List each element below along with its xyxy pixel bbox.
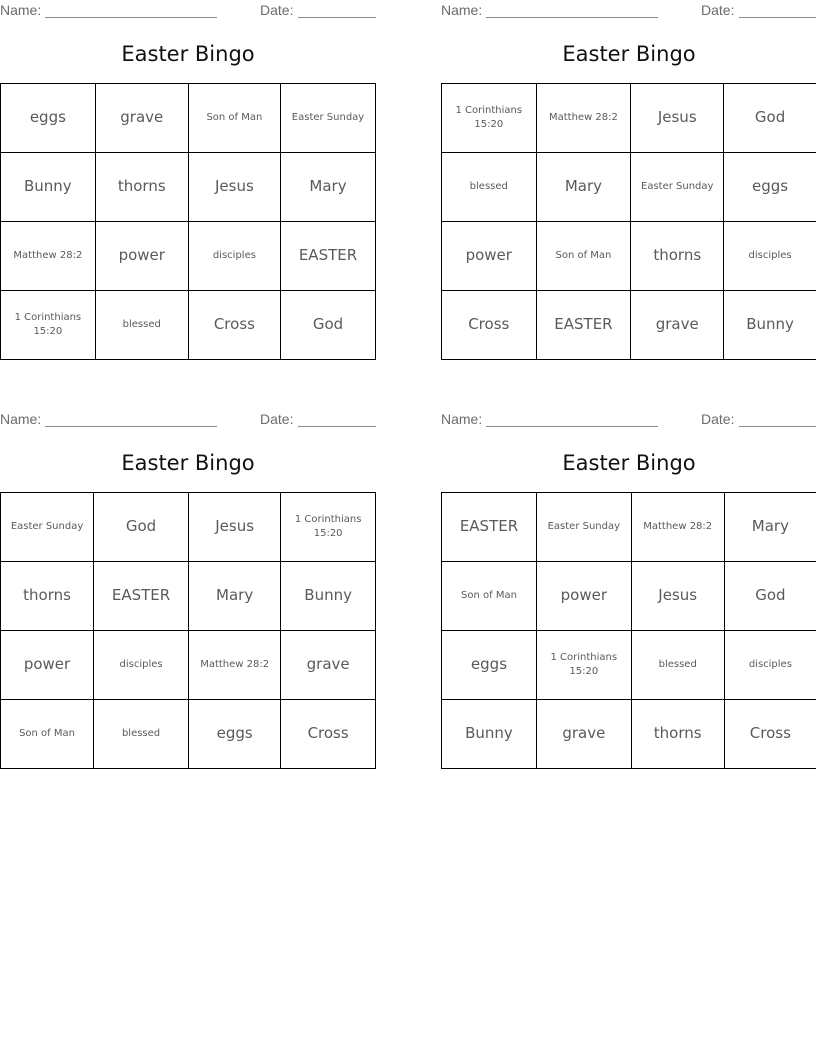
name-date-line	[0, 409, 376, 429]
bingo-cell[interactable]: Mary	[281, 153, 376, 222]
bingo-row	[1, 84, 376, 153]
bingo-row	[1, 700, 376, 769]
bingo-cell[interactable]: eggs	[724, 153, 816, 222]
card-title: Easter Bingo	[121, 451, 255, 475]
name-blank[interactable]	[45, 17, 217, 18]
bingo-grid	[441, 83, 816, 360]
bingo-row	[1, 153, 376, 222]
date-label: Date:	[260, 2, 294, 18]
bingo-grid	[0, 492, 376, 769]
date-label: Date:	[701, 2, 735, 18]
bingo-cell[interactable]: Matthew 28:2	[1, 222, 96, 291]
bingo-row	[442, 222, 816, 291]
card-title: Easter Bingo	[562, 42, 696, 66]
bingo-cell[interactable]: power	[1, 631, 94, 700]
name-blank[interactable]	[486, 426, 658, 427]
bingo-cell[interactable]: Cross	[188, 291, 280, 360]
bingo-cell[interactable]: Mary	[536, 153, 631, 222]
bingo-row	[442, 291, 816, 360]
bingo-cell[interactable]: thorns	[1, 562, 94, 631]
bingo-cell[interactable]: Matthew 28:2	[536, 84, 631, 153]
bingo-cell[interactable]: 1 Corinthians 15:20	[281, 493, 376, 562]
date-label: Date:	[701, 411, 735, 427]
bingo-cell[interactable]: blessed	[442, 153, 537, 222]
bingo-cell[interactable]: Son of Man	[188, 84, 280, 153]
bingo-cell[interactable]: disciples	[724, 222, 816, 291]
bingo-cell[interactable]: thorns	[631, 222, 724, 291]
bingo-cell[interactable]: power	[442, 222, 537, 291]
bingo-cell[interactable]: power	[95, 222, 188, 291]
name-blank[interactable]	[486, 17, 658, 18]
bingo-row	[442, 84, 816, 153]
bingo-cell[interactable]: power	[536, 562, 631, 631]
bingo-cell[interactable]: Bunny	[442, 700, 537, 769]
bingo-cell[interactable]: Mary	[724, 493, 816, 562]
bingo-cell[interactable]: Bunny	[1, 153, 96, 222]
bingo-row	[442, 631, 816, 700]
bingo-cell[interactable]: eggs	[442, 631, 537, 700]
bingo-cell[interactable]: 1 Corinthians 15:20	[1, 291, 96, 360]
bingo-cell[interactable]: God	[724, 562, 816, 631]
bingo-cell[interactable]: EASTER	[281, 222, 376, 291]
bingo-cell[interactable]: Jesus	[188, 153, 280, 222]
name-label: Name:	[441, 2, 483, 18]
bingo-cell[interactable]: Son of Man	[536, 222, 631, 291]
name-date-line	[441, 409, 816, 429]
bingo-cell[interactable]: Easter Sunday	[536, 493, 631, 562]
bingo-cell[interactable]: thorns	[631, 700, 724, 769]
bingo-cell[interactable]: God	[724, 84, 816, 153]
bingo-cell[interactable]: Matthew 28:2	[189, 631, 281, 700]
bingo-cell[interactable]: 1 Corinthians 15:20	[442, 84, 537, 153]
bingo-row	[1, 562, 376, 631]
name-date-line	[441, 0, 816, 20]
bingo-grid	[0, 83, 376, 360]
date-blank[interactable]	[739, 17, 816, 18]
bingo-row	[1, 493, 376, 562]
bingo-row	[1, 222, 376, 291]
bingo-cell[interactable]: Cross	[442, 291, 537, 360]
bingo-cell[interactable]: Easter Sunday	[1, 493, 94, 562]
card-title: Easter Bingo	[562, 451, 696, 475]
bingo-row	[1, 291, 376, 360]
bingo-cell[interactable]: Easter Sunday	[281, 84, 376, 153]
bingo-cell[interactable]: thorns	[95, 153, 188, 222]
bingo-row	[442, 153, 816, 222]
bingo-cell[interactable]: Jesus	[631, 562, 724, 631]
bingo-cell[interactable]: Easter Sunday	[631, 153, 724, 222]
bingo-cell[interactable]: EASTER	[536, 291, 631, 360]
bingo-cell[interactable]: Son of Man	[442, 562, 537, 631]
bingo-cell[interactable]: Jesus	[189, 493, 281, 562]
bingo-cell[interactable]: eggs	[189, 700, 281, 769]
bingo-cell[interactable]: blessed	[631, 631, 724, 700]
bingo-row	[442, 562, 816, 631]
bingo-cell[interactable]: EASTER	[94, 562, 189, 631]
bingo-cell[interactable]: blessed	[94, 700, 189, 769]
name-label: Name:	[0, 2, 42, 18]
bingo-cell[interactable]: grave	[631, 291, 724, 360]
bingo-cell[interactable]: disciples	[188, 222, 280, 291]
bingo-cell[interactable]: God	[281, 291, 376, 360]
bingo-cell[interactable]: Matthew 28:2	[631, 493, 724, 562]
name-label: Name:	[0, 411, 42, 427]
name-date-line	[0, 0, 376, 20]
bingo-cell[interactable]: grave	[281, 631, 376, 700]
date-blank[interactable]	[298, 426, 376, 427]
bingo-cell[interactable]: grave	[95, 84, 188, 153]
bingo-cell[interactable]: eggs	[1, 84, 96, 153]
bingo-cell[interactable]: God	[94, 493, 189, 562]
bingo-cell[interactable]: grave	[536, 700, 631, 769]
date-label: Date:	[260, 411, 294, 427]
bingo-cell[interactable]: Mary	[189, 562, 281, 631]
card-title: Easter Bingo	[121, 42, 255, 66]
bingo-cell[interactable]: Son of Man	[1, 700, 94, 769]
bingo-cell[interactable]: Bunny	[724, 291, 816, 360]
bingo-cell[interactable]: EASTER	[442, 493, 537, 562]
bingo-cell[interactable]: disciples	[724, 631, 816, 700]
bingo-cell[interactable]: blessed	[95, 291, 188, 360]
bingo-cell[interactable]: 1 Corinthians 15:20	[536, 631, 631, 700]
bingo-cell[interactable]: Bunny	[281, 562, 376, 631]
bingo-cell[interactable]: Cross	[281, 700, 376, 769]
name-label: Name:	[441, 411, 483, 427]
bingo-row	[442, 493, 816, 562]
bingo-cell[interactable]: Jesus	[631, 84, 724, 153]
bingo-cell[interactable]: Cross	[724, 700, 816, 769]
date-blank[interactable]	[739, 426, 816, 427]
bingo-grid	[441, 492, 816, 769]
date-blank[interactable]	[298, 17, 376, 18]
name-blank[interactable]	[45, 426, 217, 427]
bingo-row	[442, 700, 816, 769]
bingo-cell[interactable]: disciples	[94, 631, 189, 700]
bingo-row	[1, 631, 376, 700]
